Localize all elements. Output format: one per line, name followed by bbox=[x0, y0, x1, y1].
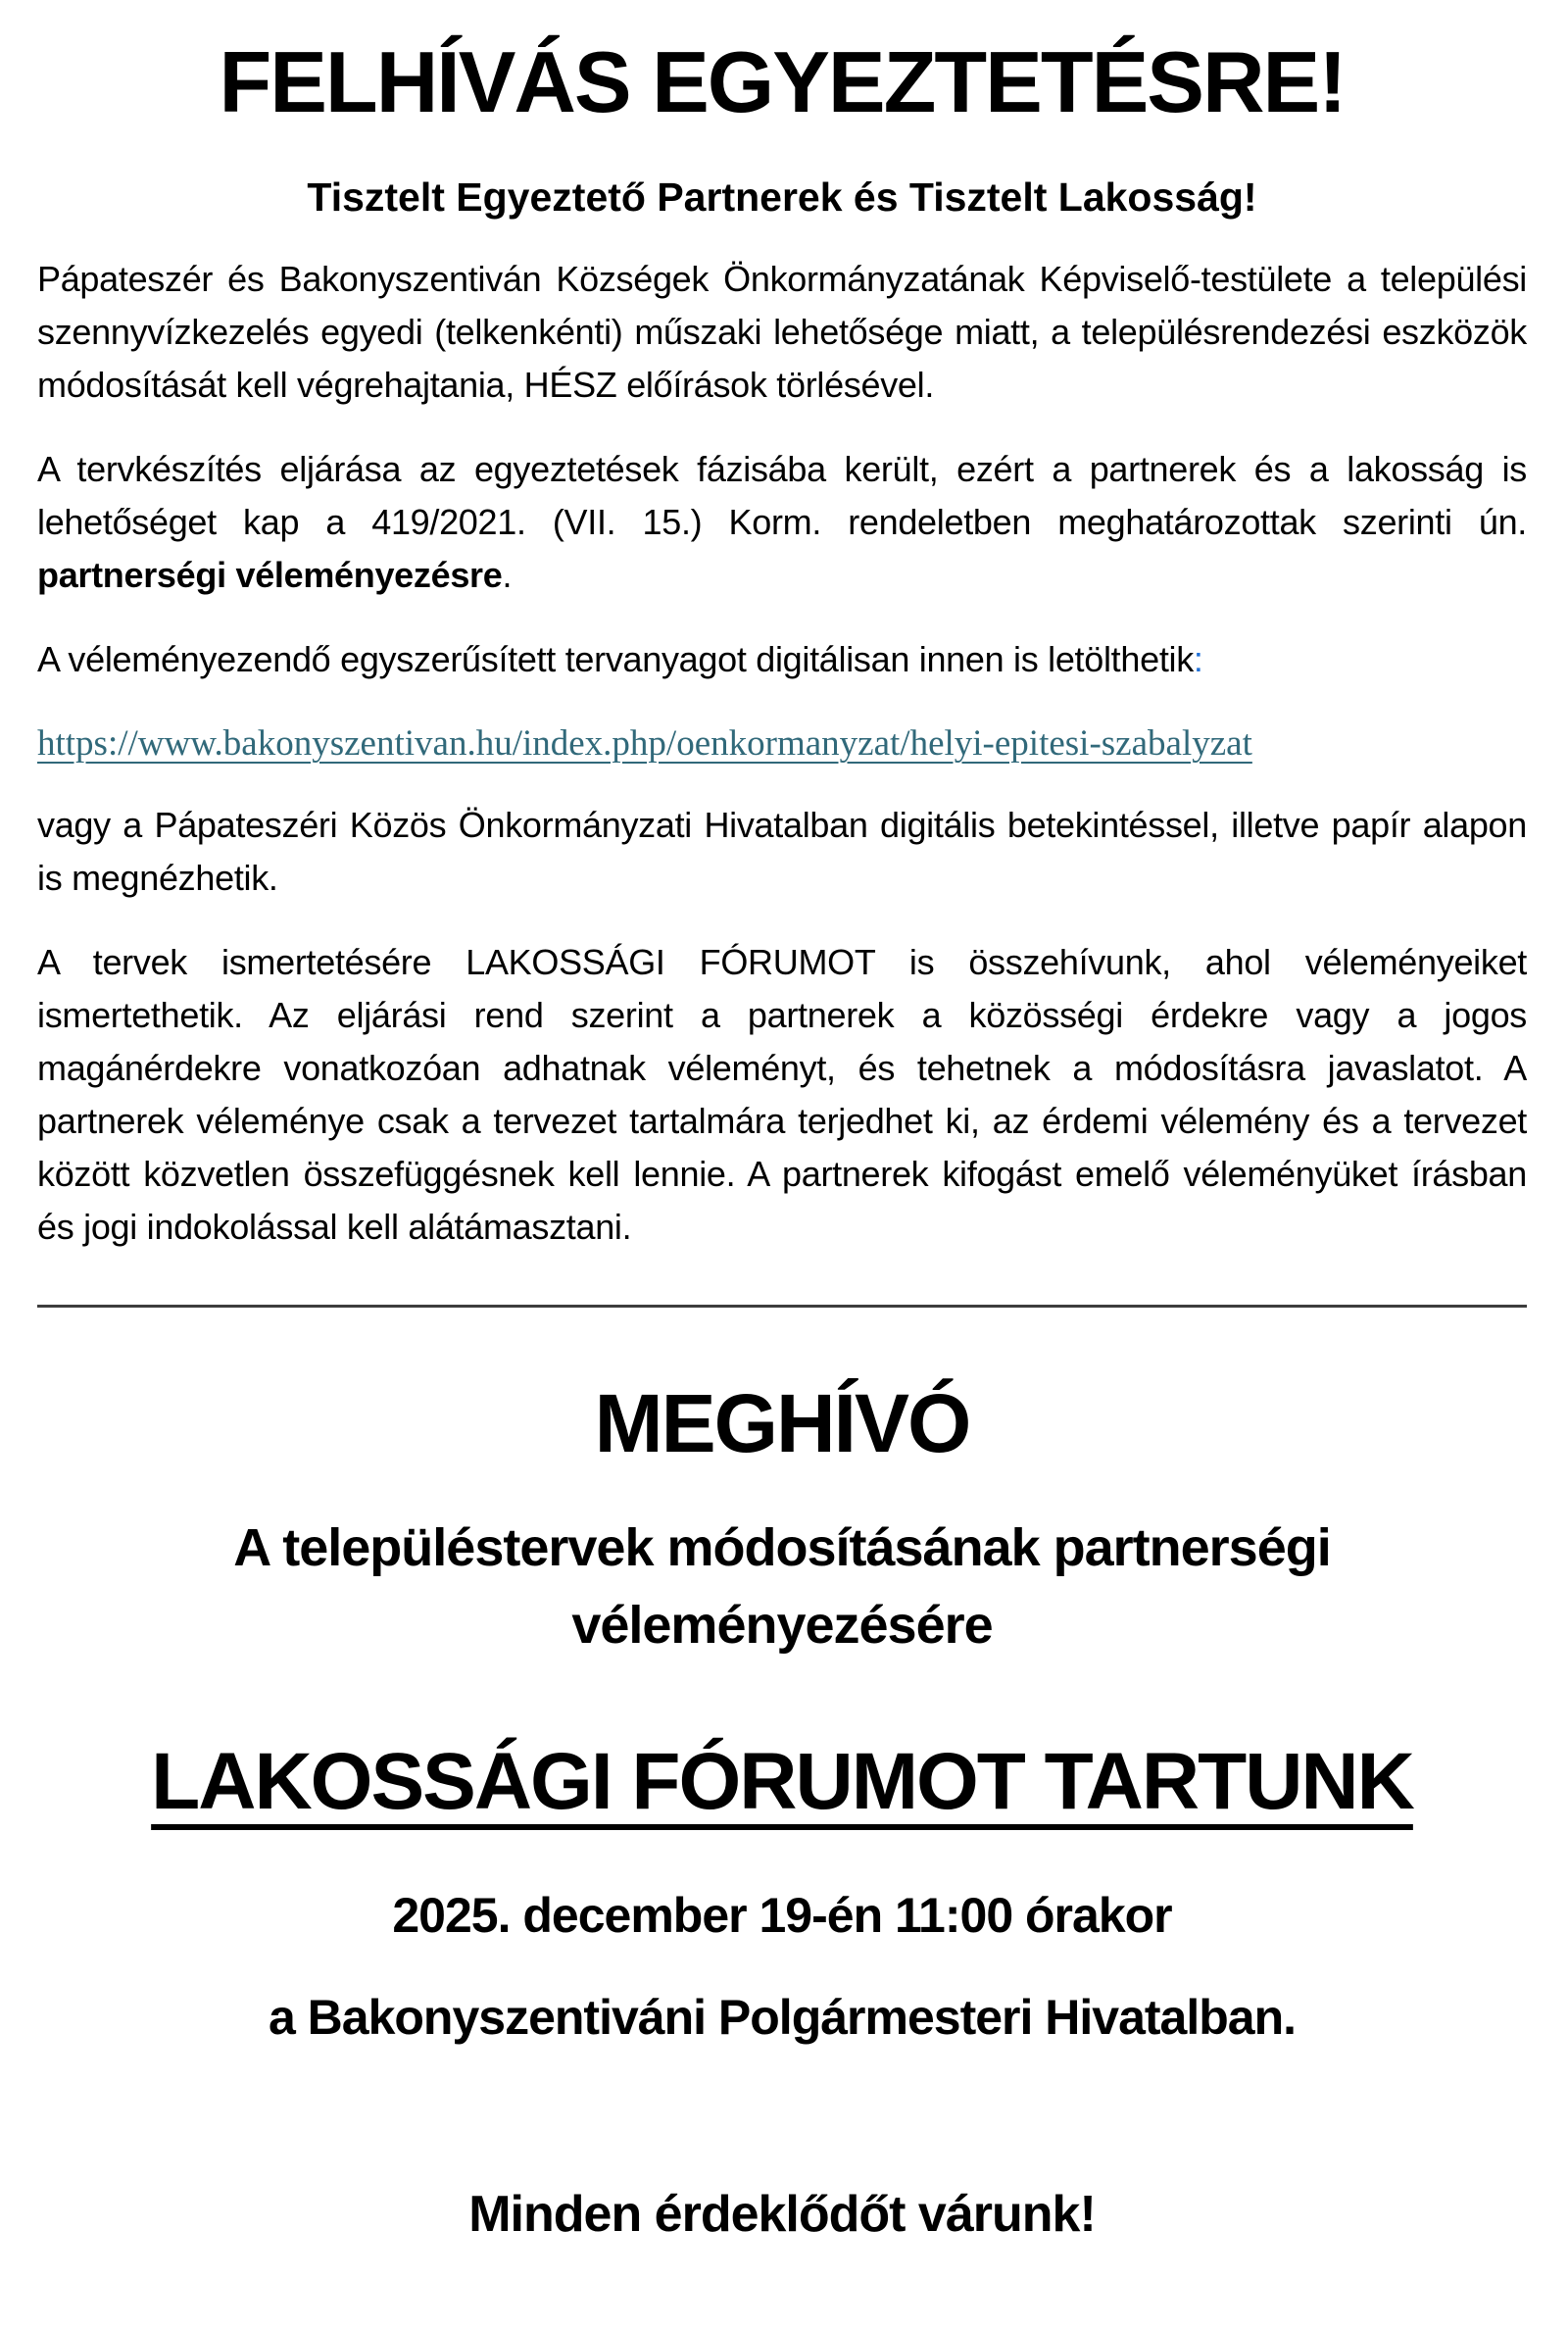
salutation: Tisztelt Egyeztető Partnerek és Tisztelt Lakosság! bbox=[307, 173, 1257, 220]
invitation-subheading: A településtervek módosításának partnerségi véleményezésére bbox=[233, 1518, 1331, 1655]
notice-paragraph-5: A tervek ismertetésére LAKOSSÁGI FÓRUMOT is összehívunk, ahol véleményeiket ismertethetik. Az eljárási rend szerint a partnerek a közösségi érdekre vagy a jogos magánérdekre vonatkozóan adhatnak véleményt, és tehetnek a módosításra javaslatot. A partnerek véleménye csak a tervezet tartalmára terjedhet ki, az érdemi vélemény és a tervezet között közvetlen összefüggésnek kell lennie. A partnerek kifogást emelő véleményüket írásban és jogi indokolással kell alátámasztani. bbox=[37, 942, 1527, 1248]
section-divider bbox=[37, 1305, 1527, 1308]
closing-note: Minden érdeklődőt várunk! bbox=[468, 2186, 1096, 2244]
paragraph-2-bold-phrase: partnerségi véleményezésre bbox=[37, 554, 503, 595]
paragraph-2-text: A tervkészítés eljárása az egyeztetések fázisába került, ezért a partnerek és a lakosság is lehetőséget kap a 419/2021. (VII. 15.) Korm. rendeletben meghatározottak szerinti ún. bbox=[37, 448, 1527, 542]
download-link-line bbox=[37, 719, 1527, 768]
notice-paragraph-1: Pápateszér és Bakonyszentiván Községek Önkormányzatának Képviselő-testülete a települési szennyvízkezelés egyedi (telkenkénti) műszaki lehetősége miatt, a településrendezési eszközök módosítását kell végrehajtania, HÉSZ előírások törlésével. bbox=[37, 258, 1527, 405]
paragraph-3-colon: : bbox=[1193, 638, 1203, 679]
page-title: FELHÍVÁS EGYEZTETÉSRE! bbox=[219, 33, 1346, 130]
forum-event-title: LAKOSSÁGI FÓRUMOT TARTUNK bbox=[151, 1737, 1413, 1827]
download-link[interactable]: https://www.bakonyszentivan.hu/index.php/oenkormanyzat/helyi-epitesi-szabalyzat bbox=[37, 722, 1252, 764]
paragraph-3-text: A véleményezendő egyszerűsített tervanyagot digitálisan innen is letölthetik bbox=[37, 638, 1194, 679]
notice-paragraph-3 bbox=[37, 633, 1527, 686]
forum-datetime: 2025. december 19-én 11:00 órakor bbox=[392, 1888, 1172, 1944]
forum-location: a Bakonyszentiváni Polgármesteri Hivatalban. bbox=[268, 1990, 1297, 2046]
paragraph-2-period: . bbox=[502, 554, 513, 595]
notice-paragraph-4: vagy a Pápateszéri Közös Önkormányzati Hivatalban digitális betekintéssel, illetve papír alapon is megnézhetik. bbox=[37, 805, 1527, 899]
notice-paragraph-2 bbox=[37, 443, 1527, 602]
invitation-heading: MEGHÍVÓ bbox=[594, 1377, 970, 1470]
